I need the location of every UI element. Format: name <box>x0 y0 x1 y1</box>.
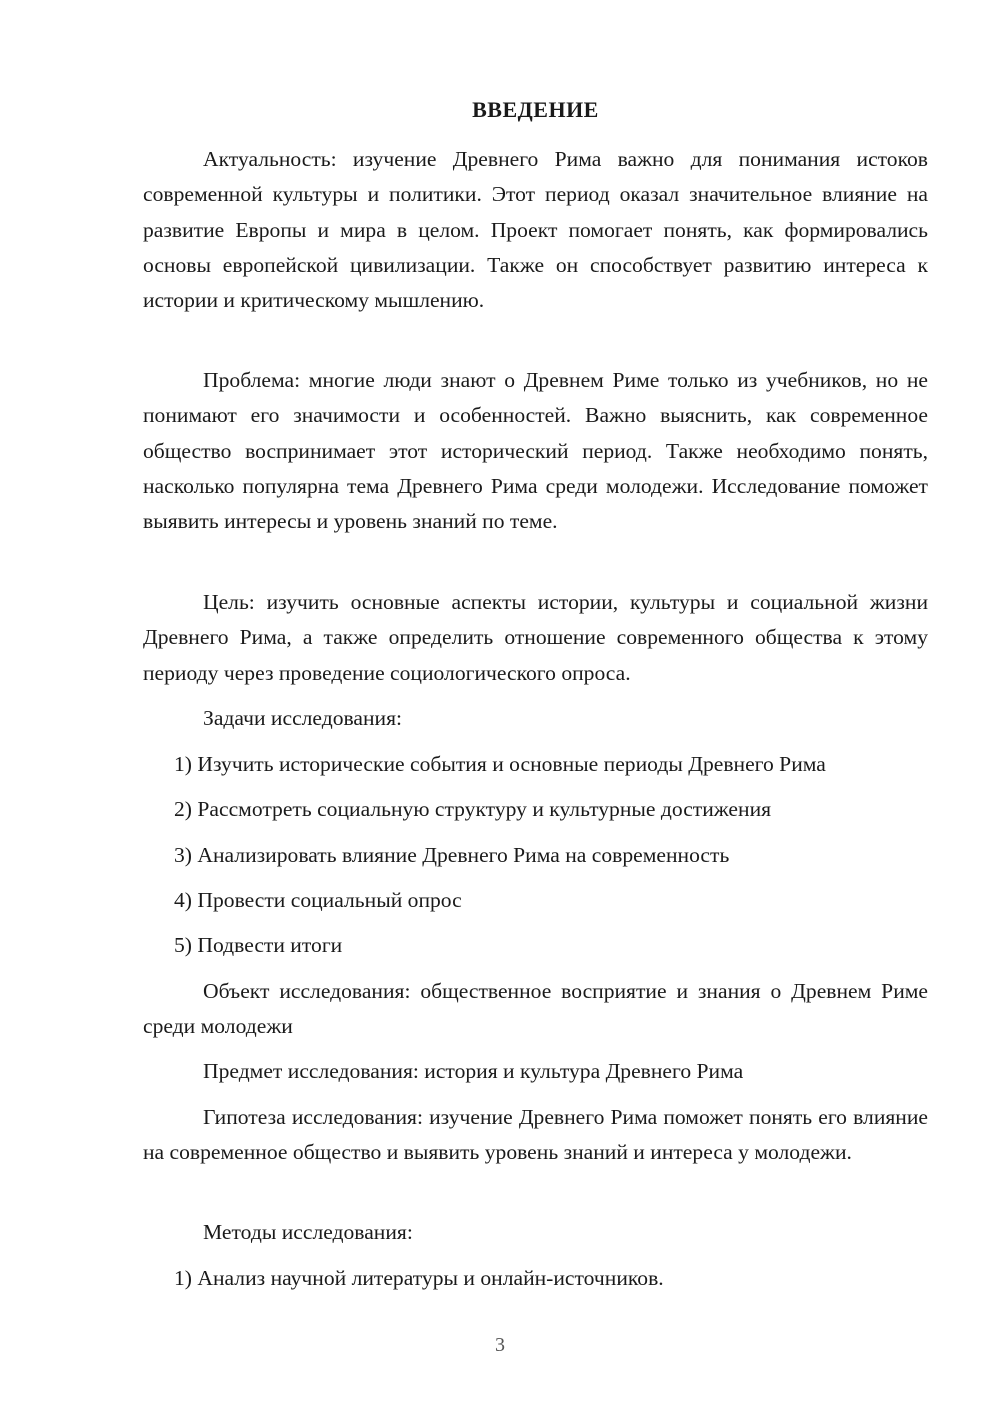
method-item: 1) Анализ научной литературы и онлайн-источников. <box>174 1266 664 1290</box>
tasks-heading: Задачи исследования: <box>203 706 403 730</box>
hypothesis-paragraph: Гипотеза исследования: изучение Древнего Рима поможет понять его влияние на современное общество и выявить уровень знаний и интереса у молодежи. <box>143 1105 928 1165</box>
methods-heading: Методы исследования: <box>203 1220 413 1244</box>
task-item: 4) Провести социальный опрос <box>174 888 462 912</box>
task-item: 2) Рассмотреть социальную структуру и культурные достижения <box>174 797 772 821</box>
object-paragraph: Объект исследования: общественное восприятие и знания о Древнем Риме среди молодежи <box>143 979 928 1039</box>
problem-paragraph: Проблема: многие люди знают о Древнем Риме только из учебников, но не понимают его значимости и особенностей. Важно выяснить, как современное общество воспринимает этот исторический период. Также необходимо понять, насколько популярна тема Древнего Рима среди молодежи. Исследование поможет выявить интересы и уровень знаний по теме. <box>143 368 928 534</box>
task-item: 1) Изучить исторические события и основные периоды Древнего Рима <box>174 752 826 776</box>
page-title: ВВЕДЕНИЕ <box>472 97 599 122</box>
relevance-paragraph: Актуальность: изучение Древнего Рима важно для понимания истоков современной культуры и политики. Этот период оказал значительное влияние на развитие Европы и мира в целом. Проект помогает понять, как формировались основы европейской цивилизации. Также он способствует развитию интереса к истории и критическому мышлению. <box>143 147 928 313</box>
subject-paragraph: Предмет исследования: история и культура Древнего Рима <box>203 1059 744 1083</box>
task-item: 3) Анализировать влияние Древнего Рима на современность <box>174 843 730 867</box>
task-item: 5) Подвести итоги <box>174 933 343 957</box>
goal-paragraph: Цель: изучить основные аспекты истории, культуры и социальной жизни Древнего Рима, а также определить отношение современного общества к этому периоду через проведение социологического опроса. <box>143 590 928 685</box>
page-number: 3 <box>495 1334 505 1356</box>
